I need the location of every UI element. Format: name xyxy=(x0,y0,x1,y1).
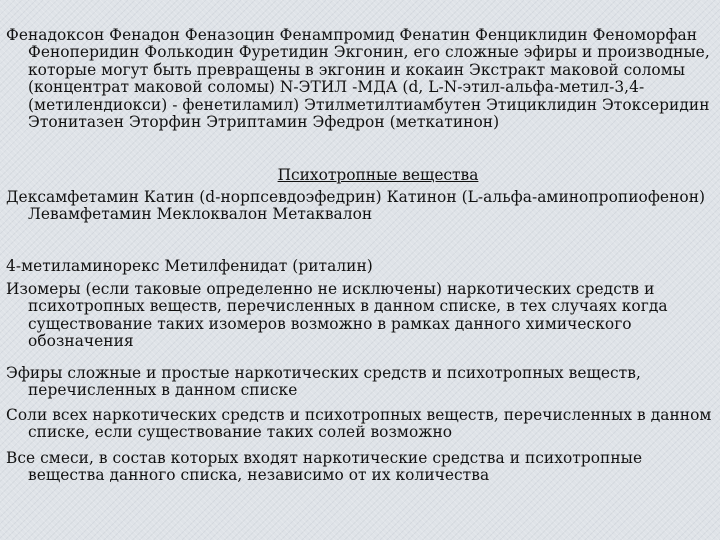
psychotropic-heading: Психотропные вещества xyxy=(277,166,479,184)
section-heading xyxy=(0,167,720,184)
esters-paragraph: Эфиры сложные и простые наркотических средств и психотропных веществ, перечисленных в данном списке xyxy=(6,364,641,400)
salts-paragraph: Соли всех наркотических средств и психотропных веществ, перечисленных в данном списке, если существование таких солей возможно xyxy=(6,406,712,442)
narcotics-list-paragraph: Фенадоксон Фенадон Феназоцин Фенампромид Фенатин Фенциклидин Феноморфан Феноперидин Фолькодин Фуретидин Экгонин, его сложные эфиры и производные, которые могут быть превращены в экгонин и кокаин Экстракт маковой соломы (концентрат маковой соломы) N-ЭТИЛ -МДА (d, L-N-этил-альфа-метил-3,4-(метилендиокси) - фенетиламил) Этилметилтиамбутен Этициклидин Этоксеридин Этонитазен Эторфин Этриптамин Эфедрон (меткатинон) xyxy=(6,26,710,132)
isomers-paragraph: Изомеры (если таковые определенно не исключены) наркотических средств и психотропных веществ, перечисленных в данном списке, в тех случаях когда существование таких изомеров возможно в рамках данного химического обозначения xyxy=(6,280,668,351)
mixtures-paragraph: Все смеси, в состав которых входят наркотические средства и психотропные вещества данного списка, независимо от их количества xyxy=(6,449,643,485)
psychotropic-list-item: 4-метиламинорекс Метилфенидат (риталин) xyxy=(6,257,373,275)
psychotropic-list-item: Декcамфетамин Катин (d-норпсевдоэфедрин) Катинон (L-альфа-аминопропиофенон) Левамфетамин Меклоквалон Метаквалон xyxy=(6,188,706,224)
